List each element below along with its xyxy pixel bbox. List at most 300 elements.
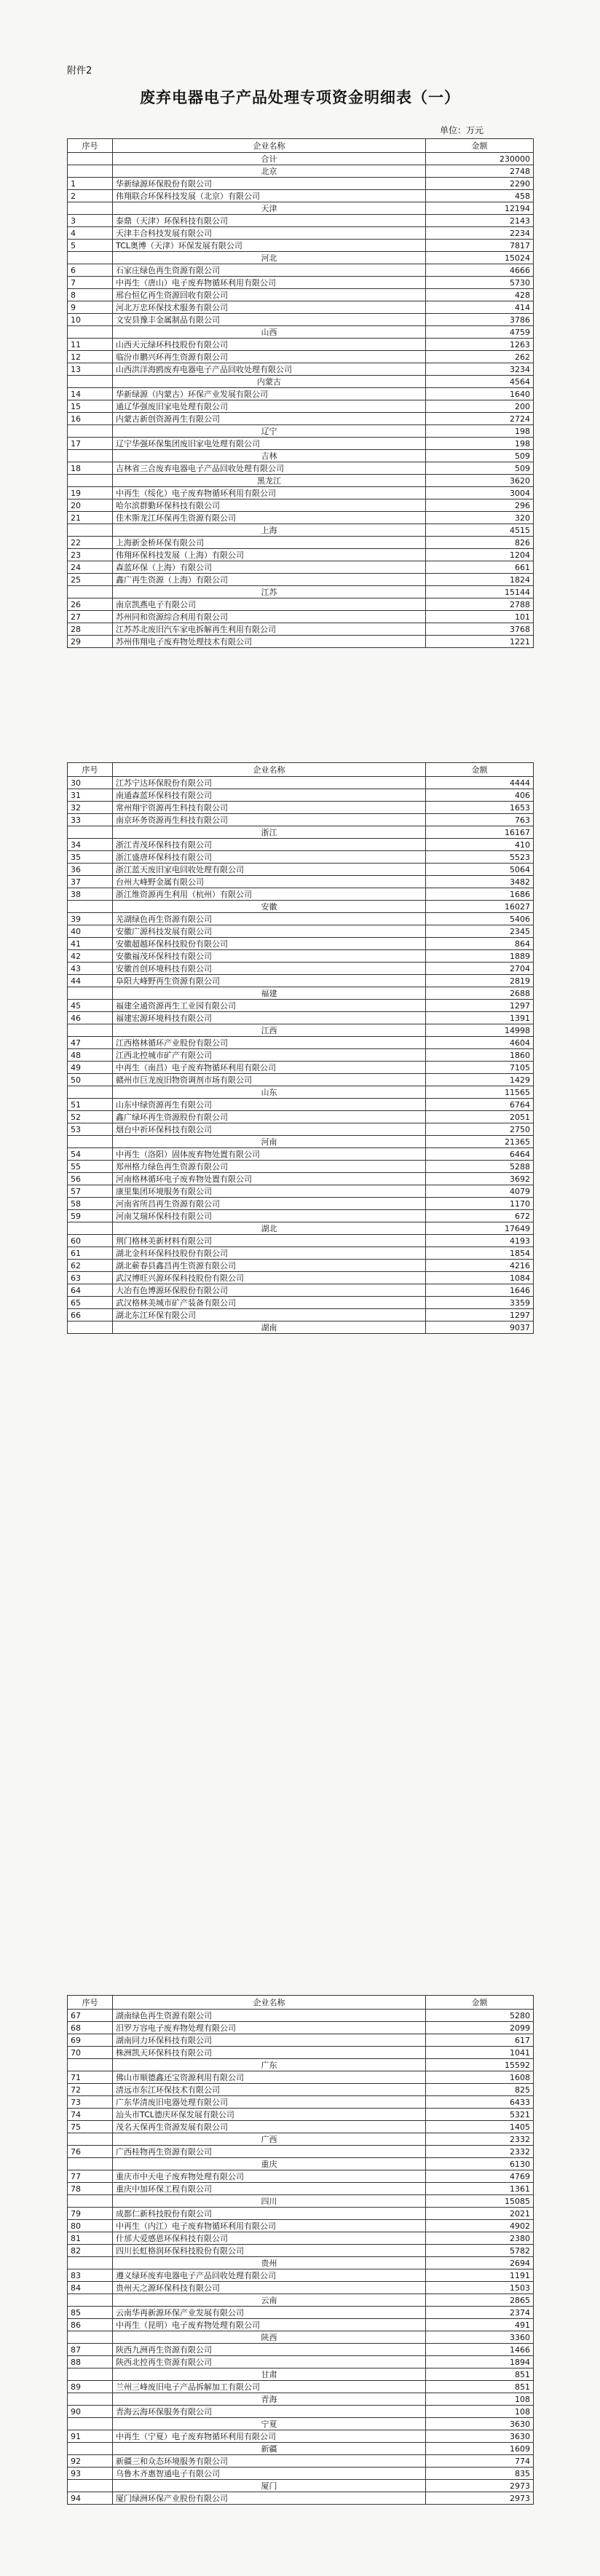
company-name: 辽宁华强环保集团废旧家电处理有限公司: [113, 438, 426, 450]
region-total: 15024: [426, 252, 534, 264]
region-seq-cell: [68, 2294, 113, 2307]
region-total: 4515: [426, 524, 534, 537]
table-row: [68, 1235, 534, 1247]
region-seq-cell: [68, 2257, 113, 2269]
table-row: [68, 598, 534, 611]
region-name: 湖北: [113, 1222, 426, 1235]
row-seq: 26: [68, 598, 113, 611]
table-row: [68, 264, 534, 277]
table-row: [68, 2034, 534, 2047]
region-name: 宁夏: [113, 2418, 426, 2430]
amount: 661: [426, 561, 534, 574]
region-seq-cell: [68, 901, 113, 913]
region-name: 上海: [113, 524, 426, 537]
region-name: 河北: [113, 252, 426, 264]
amount: 3630: [426, 2430, 534, 2443]
table-row: [68, 963, 534, 975]
row-seq: 57: [68, 1185, 113, 1198]
amount: 2750: [426, 1123, 534, 1136]
row-seq: 36: [68, 864, 113, 876]
row-seq: 77: [68, 2170, 113, 2183]
amount: 1041: [426, 2047, 534, 2059]
amount: 7105: [426, 1062, 534, 1074]
table-row: [68, 301, 534, 314]
region-seq-cell: [68, 1321, 113, 1334]
table-row: [68, 537, 534, 549]
region-subtotal-row: [68, 475, 534, 487]
company-name: 汨罗万容电子废弃物处理有限公司: [113, 2022, 426, 2034]
fund-table-part-1: [67, 138, 534, 648]
amount: 108: [426, 2406, 534, 2418]
row-seq: 79: [68, 2208, 113, 2220]
table-row: [68, 1074, 534, 1086]
amount: 3786: [426, 314, 534, 326]
amount: 2704: [426, 963, 534, 975]
table-row: [68, 574, 534, 586]
row-seq: 34: [68, 839, 113, 851]
company-name: 兰州三峰废旧电子产品拆解加工有限公司: [113, 2381, 426, 2393]
company-name: 武汉格林美城市矿产装备有限公司: [113, 1297, 426, 1309]
amount: 1084: [426, 1272, 534, 1284]
table-row: [68, 2146, 534, 2158]
amount: 1653: [426, 802, 534, 814]
amount: 1297: [426, 1309, 534, 1321]
table-row: [68, 851, 534, 864]
region-name: 江西: [113, 1024, 426, 1037]
amount: 5321: [426, 2109, 534, 2121]
table-row: [68, 1198, 534, 1210]
amount: 1640: [426, 388, 534, 400]
company-name: 什邡大爱感恩环保科技有限公司: [113, 2232, 426, 2245]
table-row: [68, 1012, 534, 1024]
company-name: 新疆三和众态环境服务有限公司: [113, 2455, 426, 2468]
row-seq: 59: [68, 1210, 113, 1222]
row-seq: 17: [68, 438, 113, 450]
row-seq: 8: [68, 289, 113, 301]
amount: 5523: [426, 851, 534, 864]
table-row: [68, 1284, 534, 1297]
company-name: 湖北金科环保科技股份有限公司: [113, 1247, 426, 1260]
table-row: [68, 623, 534, 636]
company-name: 南京凯燕电子有限公司: [113, 598, 426, 611]
attachment-label: 附件2: [67, 66, 92, 76]
amount: 6764: [426, 1099, 534, 1111]
company-name: 陕西九洲再生资源有限公司: [113, 2344, 426, 2356]
amount: 1824: [426, 574, 534, 586]
table-row: [68, 938, 534, 950]
row-seq: 7: [68, 277, 113, 289]
region-subtotal-row: [68, 2368, 534, 2381]
company-name: 上海新金桥环保有限公司: [113, 537, 426, 549]
table-row: [68, 2381, 534, 2393]
company-name: 武汉博旺兴源环保科技股份有限公司: [113, 1272, 426, 1284]
row-seq: 10: [68, 314, 113, 326]
row-seq: 67: [68, 2010, 113, 2022]
company-name: 江苏宁达环保股份有限公司: [113, 777, 426, 789]
region-total: 12194: [426, 202, 534, 215]
region-total: 4759: [426, 326, 534, 339]
company-name: 广西桂物再生资源有限公司: [113, 2146, 426, 2158]
row-seq: 54: [68, 1148, 113, 1161]
region-total: 198: [426, 425, 534, 438]
row-seq: 88: [68, 2356, 113, 2368]
row-seq: 75: [68, 2121, 113, 2133]
table-row: [68, 2047, 534, 2059]
amount: 4666: [426, 264, 534, 277]
table-row: [68, 1272, 534, 1284]
table-row: [68, 2430, 534, 2443]
table-header: [68, 139, 534, 153]
region-seq-cell: [68, 586, 113, 598]
region-name: 陕西: [113, 2331, 426, 2344]
amount: 3768: [426, 623, 534, 636]
amount: 5288: [426, 1161, 534, 1173]
row-seq: 92: [68, 2455, 113, 2468]
region-name: 新疆: [113, 2443, 426, 2455]
company-name: 佛山市顺德鑫还宝资源利用有限公司: [113, 2071, 426, 2084]
row-seq: 91: [68, 2430, 113, 2443]
company-name: 鑫广再生资源（上海）有限公司: [113, 574, 426, 586]
company-name: 安徽首创环境科技有限公司: [113, 963, 426, 975]
amount: 851: [426, 2381, 534, 2393]
region-seq-cell: [68, 2480, 113, 2492]
table-row: [68, 1309, 534, 1321]
table-row: [68, 2492, 534, 2505]
amount: 3482: [426, 876, 534, 888]
header-name: 企业名称: [113, 1996, 426, 2010]
row-seq: 18: [68, 462, 113, 475]
company-name: 阜阳大峰野再生资源有限公司: [113, 975, 426, 987]
row-seq: 31: [68, 789, 113, 802]
row-seq: 16: [68, 413, 113, 425]
header-name: 企业名称: [113, 763, 426, 777]
row-seq: 48: [68, 1049, 113, 1062]
table-row: [68, 400, 534, 413]
company-name: 浙江蓝天废旧家电回收处理有限公司: [113, 864, 426, 876]
company-name: 文安县豫丰金属制品有限公司: [113, 314, 426, 326]
amount: 2332: [426, 2146, 534, 2158]
table-row: [68, 2071, 534, 2084]
company-name: 华新绿源（内蒙古）环保产业发展有限公司: [113, 388, 426, 400]
table-row: [68, 2022, 534, 2034]
table-row: [68, 925, 534, 938]
amount: 5280: [426, 2010, 534, 2022]
amount: 2021: [426, 2208, 534, 2220]
region-total: 15144: [426, 586, 534, 598]
company-name: 河北万忠环保技术服务有限公司: [113, 301, 426, 314]
region-total: 6130: [426, 2158, 534, 2170]
header-seq: 序号: [68, 763, 113, 777]
company-name: 浙江青茂环保科技有限公司: [113, 839, 426, 851]
amount: 672: [426, 1210, 534, 1222]
region-subtotal-row: [68, 252, 534, 264]
row-seq: 46: [68, 1012, 113, 1024]
region-total: 3620: [426, 475, 534, 487]
company-name: 湖南同力环保科技有限公司: [113, 2034, 426, 2047]
row-seq: 70: [68, 2047, 113, 2059]
amount: 2380: [426, 2232, 534, 2245]
region-name: 江苏: [113, 586, 426, 598]
company-name: 伟翔环保科技发展（上海）有限公司: [113, 549, 426, 561]
region-total: 16027: [426, 901, 534, 913]
region-seq-cell: [68, 2368, 113, 2381]
table-row: [68, 1049, 534, 1062]
amount: 428: [426, 289, 534, 301]
table-row: [68, 549, 534, 561]
region-total: 851: [426, 2368, 534, 2381]
amount: 3234: [426, 363, 534, 376]
table-row: [68, 1260, 534, 1272]
company-name: 陕西北控再生资源有限公司: [113, 2356, 426, 2368]
region-name: 厦门: [113, 2480, 426, 2492]
company-name: 重庆中加环保工程有限公司: [113, 2183, 426, 2195]
row-seq: 15: [68, 400, 113, 413]
row-seq: 63: [68, 1272, 113, 1284]
region-name: 福建: [113, 987, 426, 1000]
region-total: 1609: [426, 2443, 534, 2455]
region-subtotal-row: [68, 2158, 534, 2170]
table-row: [68, 2084, 534, 2096]
amount: 2973: [426, 2492, 534, 2505]
row-seq: 37: [68, 876, 113, 888]
company-name: 南通森蓝环保科技有限公司: [113, 789, 426, 802]
region-subtotal-row: [68, 2133, 534, 2146]
row-seq: 12: [68, 351, 113, 363]
row-seq: 85: [68, 2307, 113, 2319]
amount: 491: [426, 2319, 534, 2331]
region-total: 2688: [426, 987, 534, 1000]
table-row: [68, 2344, 534, 2356]
region-name: 浙江: [113, 826, 426, 839]
amount: 101: [426, 611, 534, 623]
region-total: 11565: [426, 1086, 534, 1099]
company-name: 云南华再新源环保产业发展有限公司: [113, 2307, 426, 2319]
region-name: 重庆: [113, 2158, 426, 2170]
amount: 406: [426, 789, 534, 802]
row-seq: 68: [68, 2022, 113, 2034]
region-seq-cell: [68, 2331, 113, 2344]
row-seq: 86: [68, 2319, 113, 2331]
row-seq: 28: [68, 623, 113, 636]
amount: 3004: [426, 487, 534, 499]
company-name: 中再生（绥化）电子废弃物循环利用有限公司: [113, 487, 426, 499]
company-name: 华新绿源环保股份有限公司: [113, 178, 426, 190]
region-subtotal-row: [68, 2059, 534, 2071]
amount: 458: [426, 190, 534, 202]
amount: 7817: [426, 240, 534, 252]
table-row: [68, 975, 534, 987]
row-seq: 53: [68, 1123, 113, 1136]
amount: 1503: [426, 2282, 534, 2294]
region-seq-cell: [68, 826, 113, 839]
amount: 4193: [426, 1235, 534, 1247]
region-name: 广西: [113, 2133, 426, 2146]
row-seq: 42: [68, 950, 113, 963]
row-seq: 56: [68, 1173, 113, 1185]
table-row: [68, 1297, 534, 1309]
region-total: 108: [426, 2393, 534, 2406]
company-name: 广东华清废旧电器处理有限公司: [113, 2096, 426, 2109]
company-name: 厦门绿洲环保产业股份有限公司: [113, 2492, 426, 2505]
amount: 5730: [426, 277, 534, 289]
region-total: 2865: [426, 2294, 534, 2307]
company-name: 乌鲁木齐惠智通电子有限公司: [113, 2468, 426, 2480]
region-subtotal-row: [68, 1222, 534, 1235]
row-seq: 4: [68, 227, 113, 240]
table-row: [68, 2269, 534, 2282]
amount: 5406: [426, 913, 534, 925]
amount: 1686: [426, 888, 534, 901]
region-seq-cell: [68, 1024, 113, 1037]
company-name: 鑫广绿环再生资源股份有限公司: [113, 1111, 426, 1123]
table-row: [68, 388, 534, 400]
region-seq-cell: [68, 376, 113, 388]
table-row: [68, 1111, 534, 1123]
row-seq: 66: [68, 1309, 113, 1321]
row-seq: 43: [68, 963, 113, 975]
row-seq: 87: [68, 2344, 113, 2356]
company-name: 茂名天保再生资源发展有限公司: [113, 2121, 426, 2133]
table-row: [68, 1210, 534, 1222]
row-seq: 41: [68, 938, 113, 950]
table-row: [68, 351, 534, 363]
region-name: 天津: [113, 202, 426, 215]
region-seq-cell: [68, 153, 113, 165]
row-seq: 81: [68, 2232, 113, 2245]
amount: 2788: [426, 598, 534, 611]
region-subtotal-row: [68, 425, 534, 438]
table-row: [68, 2468, 534, 2480]
company-name: 常州翔宇资源再生科技有限公司: [113, 802, 426, 814]
region-seq-cell: [68, 326, 113, 339]
row-seq: 61: [68, 1247, 113, 1260]
region-seq-cell: [68, 987, 113, 1000]
table-row: [68, 2232, 534, 2245]
region-total: 17649: [426, 1222, 534, 1235]
amount: 1405: [426, 2121, 534, 2133]
region-total: 230000: [426, 153, 534, 165]
region-seq-cell: [68, 1222, 113, 1235]
row-seq: 35: [68, 851, 113, 864]
company-name: 邢台恒亿再生资源回收有限公司: [113, 289, 426, 301]
region-subtotal-row: [68, 326, 534, 339]
company-name: 郑州格力绿色再生资源有限公司: [113, 1161, 426, 1173]
region-name: 辽宁: [113, 425, 426, 438]
header-amount: 金额: [426, 1996, 534, 2010]
company-name: 佳木斯龙江环保再生资源有限公司: [113, 512, 426, 524]
region-seq-cell: [68, 2393, 113, 2406]
company-name: 内蒙古新创资源再生有限公司: [113, 413, 426, 425]
region-seq-cell: [68, 252, 113, 264]
company-name: 安徽广源科技发展有限公司: [113, 925, 426, 938]
row-seq: 90: [68, 2406, 113, 2418]
company-name: 贵州天之源环保科技有限公司: [113, 2282, 426, 2294]
amount: 1608: [426, 2071, 534, 2084]
amount: 2234: [426, 227, 534, 240]
fund-table-part-2: [67, 762, 534, 1334]
amount: 414: [426, 301, 534, 314]
amount: 2051: [426, 1111, 534, 1123]
region-total: 509: [426, 450, 534, 462]
table-row: [68, 2319, 534, 2331]
table-row: [68, 2121, 534, 2133]
header-amount: 金额: [426, 139, 534, 153]
table-row: [68, 950, 534, 963]
row-seq: 49: [68, 1062, 113, 1074]
company-name: 中再生（洛阳）固体废弃物处置有限公司: [113, 1148, 426, 1161]
region-name: 河南: [113, 1136, 426, 1148]
row-seq: 94: [68, 2492, 113, 2505]
region-subtotal-row: [68, 2418, 534, 2430]
region-name: 甘肃: [113, 2368, 426, 2381]
region-subtotal-row: [68, 987, 534, 1000]
region-subtotal-row: [68, 2195, 534, 2208]
table-row: [68, 1185, 534, 1198]
table-row: [68, 1062, 534, 1074]
company-name: 山西天元绿环科技股份有限公司: [113, 339, 426, 351]
amount: 3692: [426, 1173, 534, 1185]
region-seq-cell: [68, 2059, 113, 2071]
amount: 3359: [426, 1297, 534, 1309]
amount: 864: [426, 938, 534, 950]
row-seq: 58: [68, 1198, 113, 1210]
region-name: 吉林: [113, 450, 426, 462]
region-subtotal-row: [68, 2257, 534, 2269]
row-seq: 30: [68, 777, 113, 789]
company-name: 成都仁新科技股份有限公司: [113, 2208, 426, 2220]
company-name: 中再生（昆明）电子废弃物处理有限公司: [113, 2319, 426, 2331]
company-name: 通辽华强废旧家电处理有限公司: [113, 400, 426, 413]
amount: 1466: [426, 2344, 534, 2356]
amount: 1860: [426, 1049, 534, 1062]
amount: 1221: [426, 636, 534, 648]
region-total: 2332: [426, 2133, 534, 2146]
table-row: [68, 277, 534, 289]
table-row: [68, 814, 534, 826]
company-name: 河南省所昌再生资源有限公司: [113, 1198, 426, 1210]
row-seq: 62: [68, 1260, 113, 1272]
unit-note: 单位：万元: [439, 125, 483, 135]
company-name: TCL奥博（天津）环保发展有限公司: [113, 240, 426, 252]
region-seq-cell: [68, 450, 113, 462]
company-name: 天津丰合科技发展有限公司: [113, 227, 426, 240]
page-title: 废弃电器电子产品处理专项资金明细表（一）: [140, 88, 460, 106]
region-total: 2694: [426, 2257, 534, 2269]
company-name: 江西格林循环产业股份有限公司: [113, 1037, 426, 1049]
table-row: [68, 636, 534, 648]
company-name: 石家庄绿色再生资源有限公司: [113, 264, 426, 277]
table-row: [68, 2010, 534, 2022]
table-row: [68, 789, 534, 802]
table-row: [68, 2109, 534, 2121]
region-total: 15592: [426, 2059, 534, 2071]
amount: 835: [426, 2468, 534, 2480]
region-name: 四川: [113, 2195, 426, 2208]
company-name: 四川长虹格润环保科技股份有限公司: [113, 2245, 426, 2257]
amount: 320: [426, 512, 534, 524]
row-seq: 84: [68, 2282, 113, 2294]
region-name: 广东: [113, 2059, 426, 2071]
table-row: [68, 611, 534, 623]
row-seq: 24: [68, 561, 113, 574]
region-seq-cell: [68, 2133, 113, 2146]
region-name: 青海: [113, 2393, 426, 2406]
table-row: [68, 2307, 534, 2319]
table-row: [68, 2406, 534, 2418]
company-name: 福建全通资源再生工业园有限公司: [113, 1000, 426, 1012]
region-subtotal-row: [68, 1024, 534, 1037]
company-name: 台州大峰野金属有限公司: [113, 876, 426, 888]
